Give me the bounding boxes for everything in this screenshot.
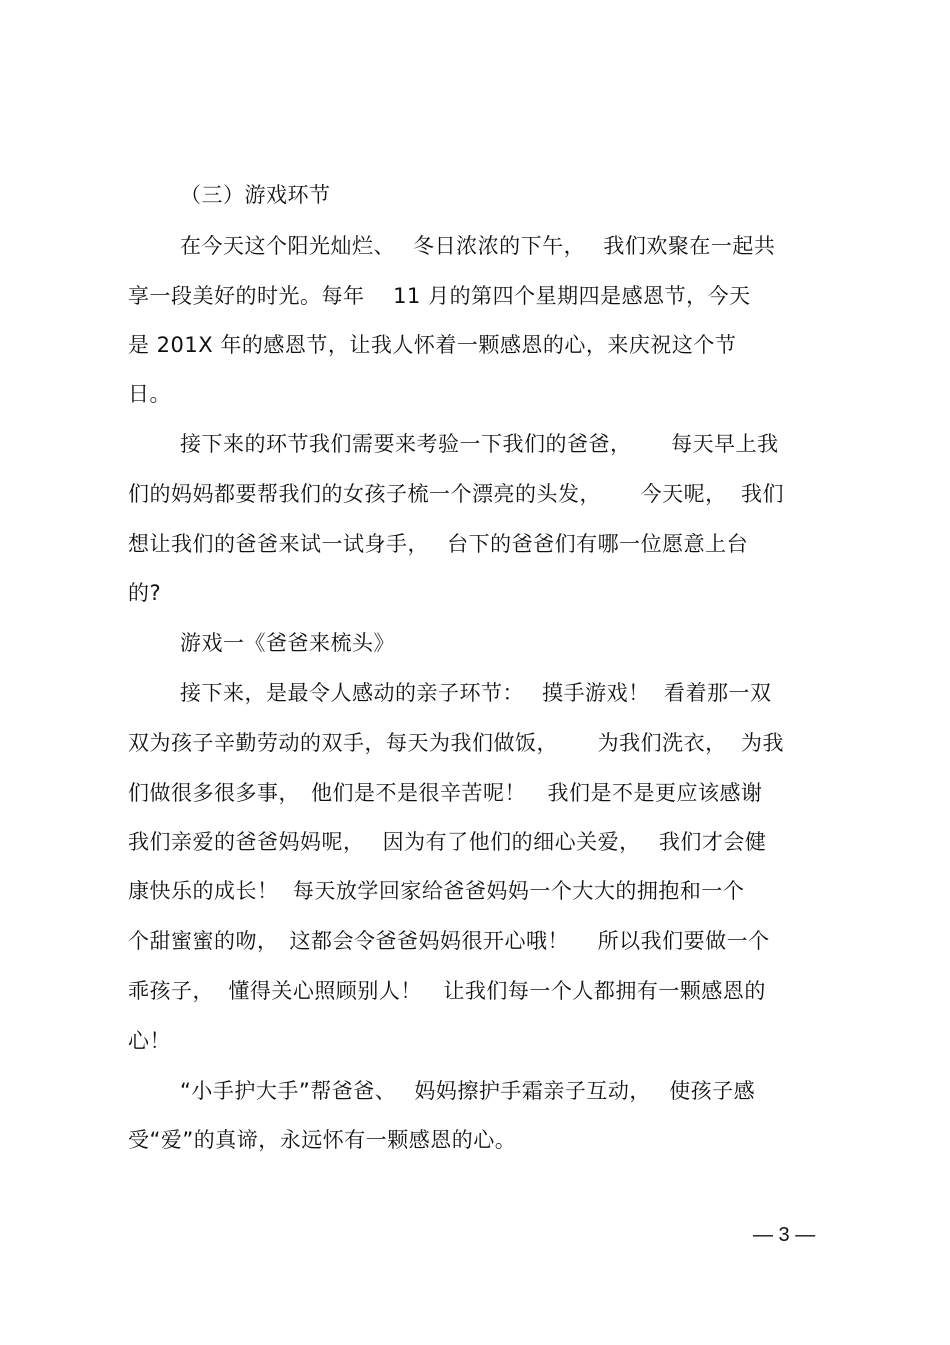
paragraph-line: 的? xyxy=(128,581,162,605)
paragraph-line: 们做很多很多事， 他们是不是很辛苦呢！ 我们是不是更应该感谢 xyxy=(128,781,763,805)
paragraph-line: 乖孩子， 懂得关心照顾别人！ 让我们每一个人都拥有一颗感恩的 xyxy=(128,979,766,1003)
paragraph-line: 是 201X 年的感恩节，让我人怀着一颗感恩的心，来庆祝这个节 xyxy=(128,333,737,357)
paragraph-line: 心！ xyxy=(128,1029,171,1053)
paragraph-line: 康快乐的成长！ 每天放学回家给爸爸妈妈一个大大的拥抱和一个 xyxy=(128,879,745,903)
paragraph-line: 在今天这个阳光灿烂、 冬日浓浓的下午， 我们欢聚在一起共 xyxy=(180,234,776,258)
game-title: 游戏一《爸爸来梳头》 xyxy=(180,631,395,655)
paragraph-line: 个甜蜜蜜的吻， 这都会令爸爸妈妈很开心哦！ 所以我们要做一个 xyxy=(128,929,770,953)
paragraph-line: 日。 xyxy=(128,382,171,406)
paragraph-line: 双为孩子辛勤劳动的双手，每天为我们做饭， 为我们洗衣， 为我 xyxy=(128,731,785,755)
paragraph-line: 受“爱”的真谛，永远怀有一颗感恩的心。 xyxy=(128,1128,517,1152)
paragraph-line: 接下来的环节我们需要来考验一下我们的爸爸， 每天早上我 xyxy=(180,432,779,456)
paragraph-line: 想让我们的爸爸来试一试身手， 台下的爸爸们有哪一位愿意上台 xyxy=(128,532,749,556)
page-number: — 3 — xyxy=(753,1224,816,1246)
section-heading: （三）游戏环节 xyxy=(180,183,331,207)
paragraph-line: 我们亲爱的爸爸妈妈呢， 因为有了他们的细心关爱， 我们才会健 xyxy=(128,830,767,854)
paragraph-line: 享一段美好的时光。每年 11 月的第四个星期四是感恩节，今天 xyxy=(128,284,751,308)
paragraph-line: 们的妈妈都要帮我们的女孩子梳一个漂亮的头发， 今天呢， 我们 xyxy=(128,482,785,506)
paragraph-line: “小手护大手”帮爸爸、 妈妈擦护手霜亲子互动， 使孩子感 xyxy=(180,1079,756,1103)
paragraph-line: 接下来，是最令人感动的亲子环节： 摸手游戏！ 看着那一双 xyxy=(180,681,772,705)
